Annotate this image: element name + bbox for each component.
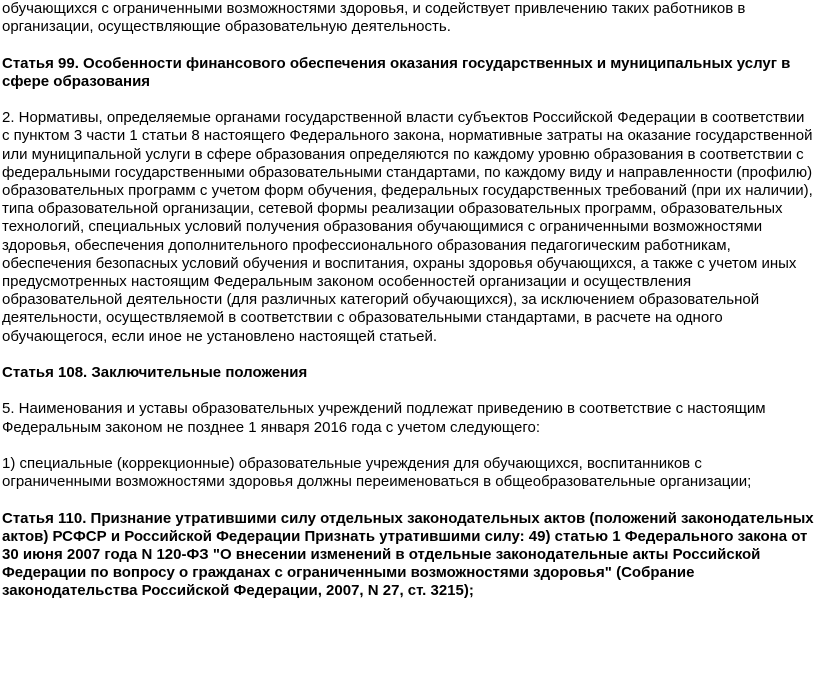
article-108-item-1: 1) специальные (коррекционные) образовательные учреждения для обучающихся, воспитанников с ограниченными возможностями здоровья должны переименоваться в общеобразовательные организации; [2, 455, 752, 491]
intro-paragraph-tail: обучающихся с ограниченными возможностями здоровья, и содействует привлечению таких работников в организации, осуществляющие образовательную деятельность. [2, 0, 746, 36]
document-page [2, 0, 814, 601]
article-110-heading: Статья 110. Признание утратившими силу отдельных законодательных актов (положений законодательных актов) РСФСР и Российской Федерации Признать утратившими силу: 49) статью 1 Федерального закона от 30 июня 2007 года N 120-ФЗ "О внесении изменений в отдельные законодательные акты Российской Федерации по вопросу о гражданах с ограниченными возможностями здоровья" (Собрание законодательства Российской Федерации, 2007, N 27, ст. 3215); [2, 509, 814, 600]
article-108-heading: Статья 108. Заключительные положения [2, 364, 308, 382]
article-99-heading: Статья 99. Особенности финансового обеспечения оказания государственных и муниципальных услуг в сфере образования [2, 54, 791, 90]
article-108-paragraph-5: 5. Наименования и уставы образовательных учреждений подлежат приведению в соответствие с настоящим Федеральным законом не позднее 1 января 2016 года с учетом следующего: [2, 400, 766, 436]
article-99-paragraph-2: 2. Нормативы, определяемые органами государственной власти субъектов Российской Федерации в соответствии с пунктом 3 части 1 статьи 8 настоящего Федерального закона, нормативные затраты на оказание государственной или муниципальной услуги в сфере образования определяются по каждому уровню образования в соответствии с федеральными государственными образовательными стандартами, по каждому виду и направленности (профилю) образовательных программ с учетом форм обучения, федеральных государственных требований (при их наличии), типа образовательной организации, сетевой формы реализации образовательных программ, образовательных технологий, специальных условий получения образования обучающимися с ограниченными возможностями здоровья, обеспечения дополнительного профессионального образования педагогическим работникам, обеспечения безопасных условий обучения и воспитания, охраны здоровья обучающихся, а также с учетом иных предусмотренных настоящим Федеральным законом особенностей организации и осуществления образовательной деятельности (для различных категорий обучающихся), за исключением образовательной деятельности, осуществляемой в соответствии с образовательными стандартами, в расчете на одного обучающегося, если иное не установлено настоящей статьей. [2, 109, 813, 345]
